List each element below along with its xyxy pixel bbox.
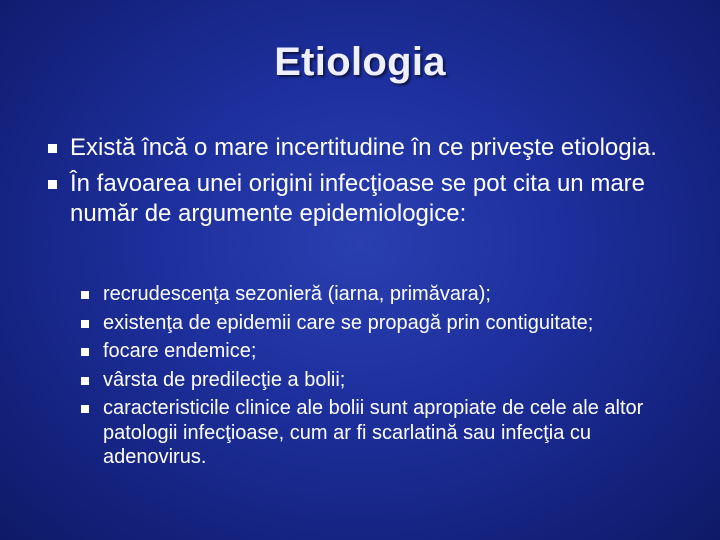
- bullet-text: În favoarea unei origini infecţioase se pot cita un mare număr de argumente epidemiologice:: [70, 170, 646, 227]
- sub-bullet-item: [79, 396, 679, 470]
- square-bullet-icon: [81, 348, 89, 356]
- sub-bullet-text: vârsta de predilecţie a bolii;: [103, 368, 346, 391]
- slide-title: Etiologia: [274, 40, 446, 84]
- sub-bullet-item: [79, 339, 679, 364]
- square-bullet-icon: [81, 320, 89, 328]
- sub-bullet-item: [79, 282, 679, 307]
- square-bullet-icon: [48, 180, 57, 189]
- sub-bullet-text: existenţa de epidemii care se propagă prin contiguitate;: [103, 311, 594, 334]
- bullet-item: [46, 169, 686, 229]
- sub-bullet-text: recrudescenţa sezonieră (iarna, primăvara);: [103, 283, 491, 305]
- sub-bullet-text: focare endemice;: [103, 340, 257, 362]
- sub-bullet-text: caracteristicile clinice ale bolii sunt apropiate de cele ale altor patologii infecţioase, cum ar fi scarlatină sau infecţia cu adenovirus.: [103, 397, 644, 468]
- sub-bullet-list: [79, 282, 679, 474]
- square-bullet-icon: [81, 291, 89, 299]
- square-bullet-icon: [81, 405, 89, 413]
- square-bullet-icon: [48, 144, 57, 153]
- sub-bullet-item: [79, 311, 679, 336]
- sub-bullet-item: [79, 368, 679, 393]
- bullet-item: [46, 133, 686, 163]
- bullet-list: [46, 133, 686, 235]
- square-bullet-icon: [81, 377, 89, 385]
- bullet-text: Există încă o mare incertitudine în ce priveşte etiologia.: [70, 134, 657, 161]
